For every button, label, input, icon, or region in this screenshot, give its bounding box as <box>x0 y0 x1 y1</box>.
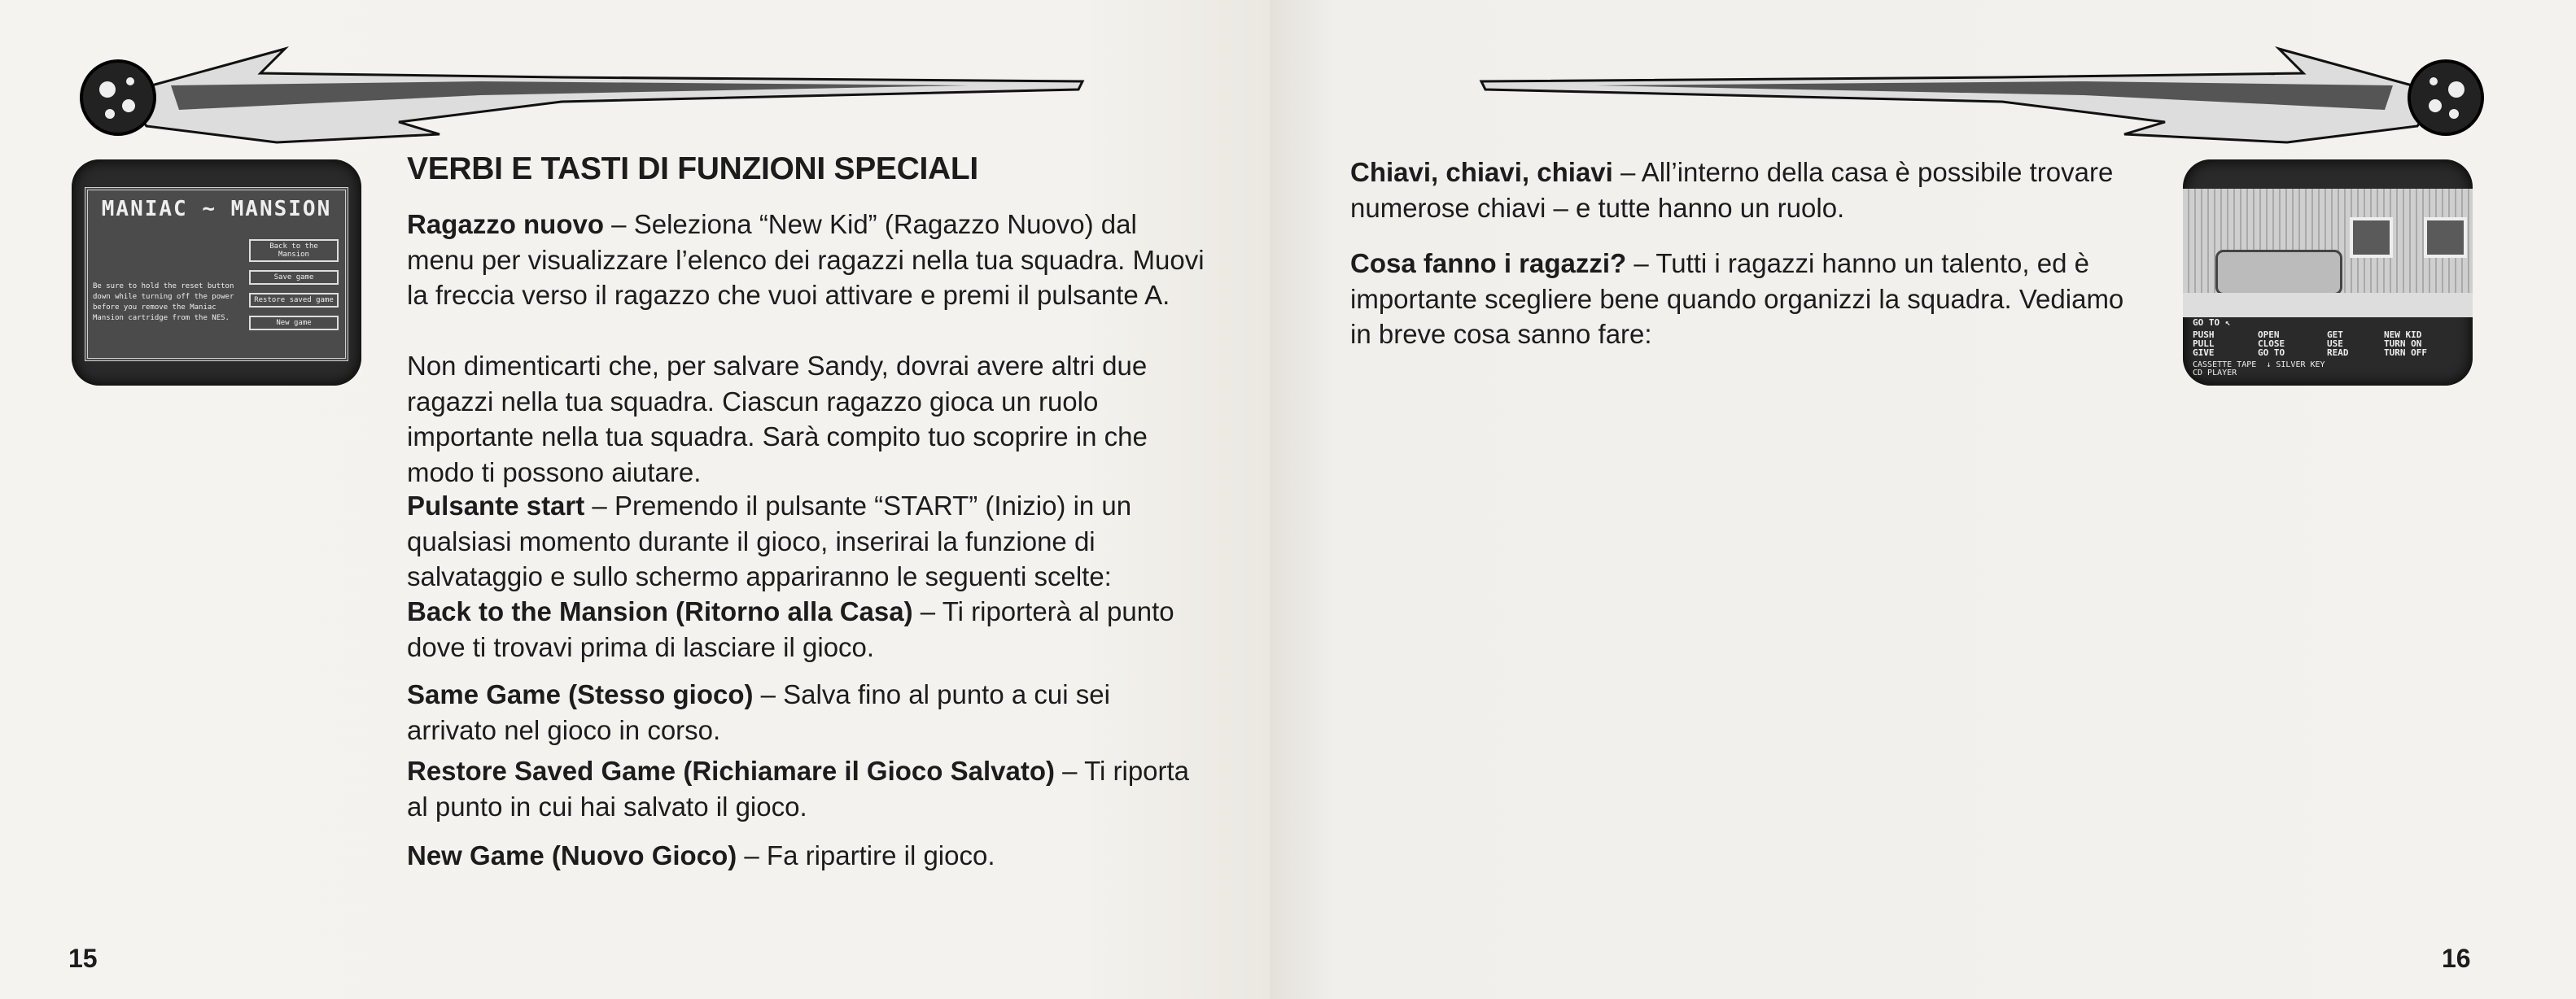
paragraph-text: – Ti riporta al punto in cui hai salvato il gioco. <box>407 756 1190 822</box>
comet-illustration-left <box>73 45 1091 151</box>
paragraph-text: – Salva fino al punto a cui sei arrivato nel gioco in corso. <box>407 679 1110 745</box>
verb: PUSH <box>2193 329 2215 340</box>
maniac-mansion-save-screen <box>72 159 361 386</box>
right-page <box>1270 0 2576 999</box>
paragraph-text: – All’interno della casa è possibile trovare numerose chiavi – e tutte hanno un ruolo. <box>1350 157 2114 223</box>
inventory <box>2193 361 2461 377</box>
paragraph-text: – Fa ripartire il gioco. <box>737 840 995 870</box>
verb: OPEN <box>2258 329 2280 340</box>
paragraph-back-to-mansion <box>407 594 1205 665</box>
paragraph-text: – Premendo il pulsante “START” (Inizio) in un qualsiasi momento durante il gioco, inserirai la funzione di salvataggio e sullo schermo appariranno le seguenti scelte: <box>407 491 1132 591</box>
screen-option: Restore saved game <box>249 293 339 308</box>
paragraph-new-game <box>407 838 1205 874</box>
screen-message: Be sure to hold the reset button down while turning off the power before you remove the Maniac Mansion cartridge from the NES. <box>93 282 234 322</box>
sentence-line: GO TO ↖ <box>2193 317 2231 328</box>
verb-grid <box>2193 330 2461 357</box>
screen-option: Save game <box>249 270 339 285</box>
left-page <box>0 0 1270 999</box>
paragraph-text: – Seleziona “New Kid” (Ragazzo Nuovo) dal menu per visualizzare l’elenco dei ragazzi nella tua squadra. Muovi la freccia verso il ragazzo che vuoi attivare e premi il pulsante A. <box>407 209 1205 310</box>
verb: TURN OFF <box>2384 347 2427 358</box>
paragraph-lead: Same Game (Stesso gioco) <box>407 679 754 709</box>
paragraph-lead: Back to the Mansion (Ritorno alla Casa) <box>407 596 913 626</box>
screen-option: New game <box>249 316 339 330</box>
screen-option: Back to the Mansion <box>249 239 339 262</box>
paragraph-restore <box>407 753 1205 824</box>
paragraph-keys <box>1350 155 2132 225</box>
paragraph-lead: Cosa fanno i ragazzi? <box>1350 248 1627 278</box>
verb: CLOSE <box>2258 338 2285 349</box>
comet-illustration-right <box>1473 45 2491 151</box>
inventory-item: ↓ SILVER KEY <box>2266 360 2325 369</box>
paragraph-lead: Chiavi, chiavi, chiavi <box>1350 157 1613 187</box>
verb: READ <box>2327 347 2349 358</box>
paragraph-lead: New Game (Nuovo Gioco) <box>407 840 737 870</box>
paragraph-text: – Tutti i ragazzi hanno un talento, ed è importante scegliere bene quando organizzi la squadra. Vediamo in breve cosa sanno fare: <box>1350 248 2124 349</box>
verb: TURN ON <box>2384 338 2422 349</box>
paragraph-team <box>407 348 1205 490</box>
paragraph-kids <box>1350 246 2132 352</box>
maniac-mansion-game-screen <box>2183 159 2473 386</box>
paragraph-same-game <box>407 677 1205 748</box>
paragraph-start <box>407 488 1205 595</box>
paragraph-lead: Ragazzo nuovo <box>407 209 605 239</box>
game-scene <box>2183 189 2473 317</box>
page-number: 15 <box>68 944 98 973</box>
verb: USE <box>2327 338 2343 349</box>
paragraph-lead: Restore Saved Game (Richiamare il Gioco Salvato) <box>407 756 1055 786</box>
paragraph-new-kid <box>407 207 1205 313</box>
paragraph-text: – Ti riporterà al punto dove ti trovavi prima di lasciare il gioco. <box>407 596 1174 662</box>
inventory-item: CASSETTE TAPE <box>2193 360 2257 369</box>
page-number: 16 <box>2442 944 2471 973</box>
verb: PULL <box>2193 338 2215 349</box>
section-title: VERBI E TASTI DI FUNZIONI SPECIALI <box>407 151 978 186</box>
paragraph-lead: Pulsante start <box>407 491 585 521</box>
verb: GET <box>2327 329 2343 340</box>
paragraph-text: Non dimenticarti che, per salvare Sandy, dovrai avere altri due ragazzi nella tua squadra. Ciascun ragazzo gioca un ruolo importante nella tua squadra. Sarà compito tuo scoprire in che modo ti possono aiutare. <box>407 351 1148 487</box>
inventory-item: CD PLAYER <box>2193 369 2237 377</box>
verb: GIVE <box>2193 347 2215 358</box>
verb: NEW KID <box>2384 329 2422 340</box>
verb: GO TO <box>2258 347 2285 358</box>
screen-title: MANIAC ~ MANSION <box>101 197 332 221</box>
